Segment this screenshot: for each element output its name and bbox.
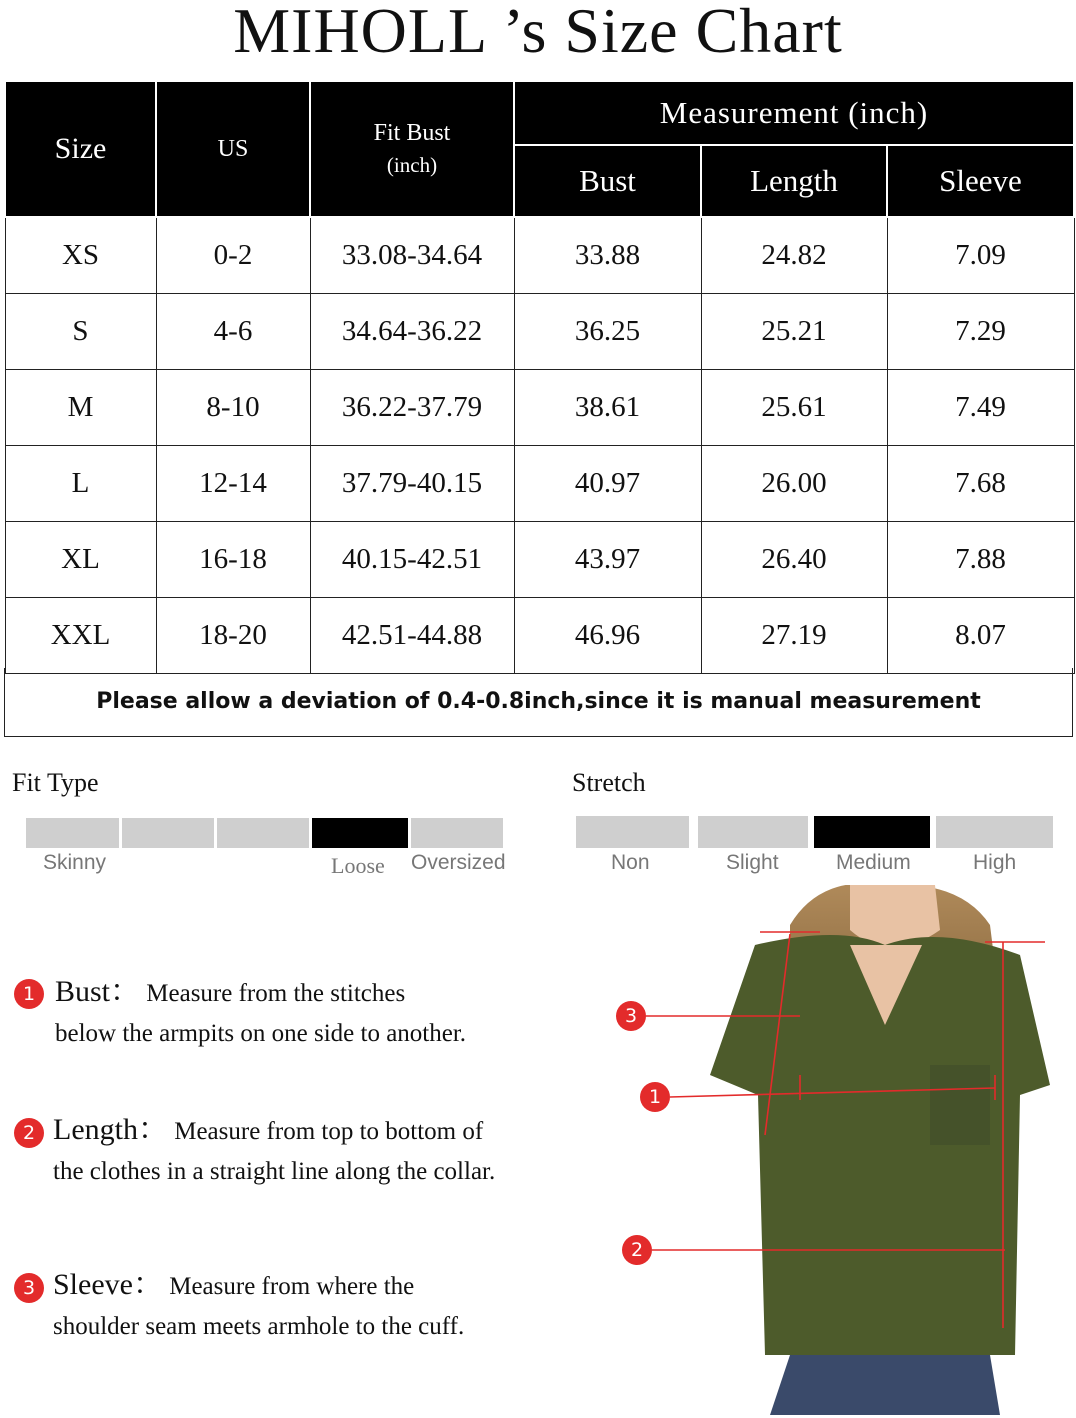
callout-length: 2 — [622, 1235, 652, 1265]
cell-us: 12-14 — [156, 446, 310, 522]
bust-text-line1: Measure from the stitches — [146, 980, 406, 1007]
cell-fit-bust: 33.08-34.64 — [310, 217, 514, 294]
length-number-badge: 2 — [14, 1118, 44, 1148]
cell-fit-bust: 36.22-37.79 — [310, 370, 514, 446]
cell-us: 18-20 — [156, 598, 310, 674]
cell-length: 25.21 — [701, 294, 887, 370]
header-bust: Bust — [514, 145, 701, 217]
cell-sleeve: 7.29 — [887, 294, 1074, 370]
fit-label-loose: Loose — [331, 853, 385, 878]
cell-length: 27.19 — [701, 598, 887, 674]
header-sleeve: Sleeve — [887, 145, 1074, 217]
cell-fit-bust: 42.51-44.88 — [310, 598, 514, 674]
stretch-title: Stretch — [572, 768, 646, 797]
fit-label-skinny: Skinny — [43, 851, 107, 874]
header-size: Size — [5, 81, 156, 217]
length-text-line2: the clothes in a straight line along the collar. — [53, 1158, 496, 1185]
header-fit-bust-unit: (inch) — [386, 153, 438, 177]
bust-number-badge: 1 — [14, 979, 44, 1009]
stretch-label-non: Non — [611, 851, 650, 874]
cell-bust: 40.97 — [514, 446, 701, 522]
cell-us: 4-6 — [156, 294, 310, 370]
cell-fit-bust: 34.64-36.22 — [310, 294, 514, 370]
fit-type-title: Fit Type — [12, 768, 99, 797]
cell-bust: 43.97 — [514, 522, 701, 598]
sleeve-number-badge: 3 — [14, 1273, 44, 1303]
cell-sleeve: 8.07 — [887, 598, 1074, 674]
cell-length: 26.00 — [701, 446, 887, 522]
cell-length: 26.40 — [701, 522, 887, 598]
sleeve-text-line2: shoulder seam meets armhole to the cuff. — [53, 1313, 465, 1340]
cell-us: 16-18 — [156, 522, 310, 598]
cell-size: S — [5, 294, 156, 370]
bust-heading: Bust： — [55, 975, 141, 1008]
stretch-label-medium: Medium — [836, 851, 911, 874]
deviation-note: Please allow a deviation of 0.4-0.8inch,since it is manual measurement — [4, 668, 1073, 737]
bust-text-line2: below the armpits on one side to another. — [55, 1020, 467, 1047]
cell-length: 25.61 — [701, 370, 887, 446]
cell-size: XS — [5, 217, 156, 294]
cell-size: XXL — [5, 598, 156, 674]
cell-fit-bust: 40.15-42.51 — [310, 522, 514, 598]
cell-size: XL — [5, 522, 156, 598]
cell-sleeve: 7.09 — [887, 217, 1074, 294]
cell-bust: 46.96 — [514, 598, 701, 674]
page-title: MIHOLL ’s Size Chart — [233, 0, 843, 66]
cell-us: 0-2 — [156, 217, 310, 294]
stretch-label-high: High — [973, 851, 1017, 874]
callout-bust: 1 — [640, 1082, 670, 1112]
cell-size: L — [5, 446, 156, 522]
header-length: Length — [701, 145, 887, 217]
cell-length: 24.82 — [701, 217, 887, 294]
cell-bust: 38.61 — [514, 370, 701, 446]
fit-label-oversized: Oversized — [411, 851, 506, 874]
stretch-label-slight: Slight — [726, 851, 779, 874]
cell-size: M — [5, 370, 156, 446]
callout-sleeve: 3 — [616, 1001, 646, 1031]
length-text-line1: Measure from top to bottom of — [174, 1118, 484, 1145]
cell-sleeve: 7.88 — [887, 522, 1074, 598]
header-measurement: Measurement (inch) — [514, 81, 1074, 145]
cell-fit-bust: 37.79-40.15 — [310, 446, 514, 522]
cell-us: 8-10 — [156, 370, 310, 446]
header-fit-bust-label: Fit Bust — [373, 120, 451, 146]
cell-bust: 33.88 — [514, 217, 701, 294]
header-us: US — [156, 81, 310, 217]
cell-sleeve: 7.68 — [887, 446, 1074, 522]
sleeve-text-line1: Measure from where the — [169, 1273, 415, 1300]
cell-bust: 36.25 — [514, 294, 701, 370]
length-heading: Length： — [53, 1113, 168, 1146]
sleeve-heading: Sleeve： — [53, 1268, 163, 1301]
cell-sleeve: 7.49 — [887, 370, 1074, 446]
